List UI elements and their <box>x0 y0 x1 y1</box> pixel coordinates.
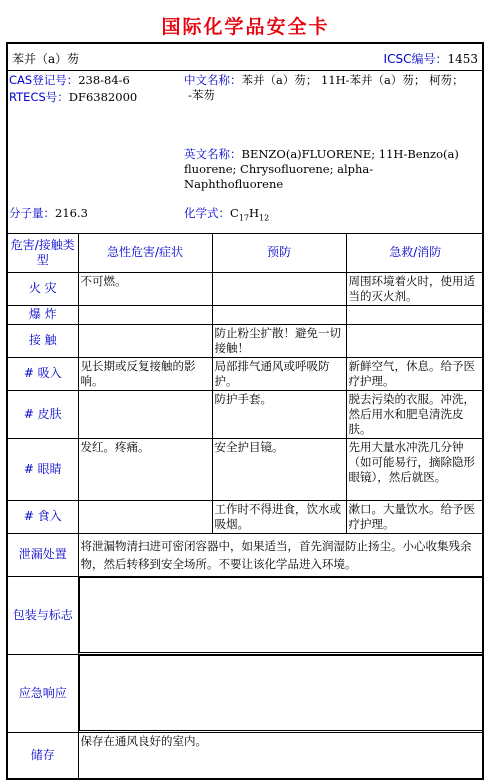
firstaid-cell <box>346 305 484 324</box>
prevention-cell: 防止粉尘扩散！避免一切接触！ <box>212 324 346 357</box>
emergency-row <box>8 654 484 732</box>
identity-section <box>8 71 482 234</box>
chemical-formula: 化学式：$C_{17}H_{12}$ <box>184 206 270 223</box>
spill-label: 泄漏处置 <box>8 533 78 576</box>
hazard-cell <box>78 390 212 438</box>
emergency-label: 应急响应 <box>8 654 78 732</box>
row-label: # 吸入 <box>8 357 78 390</box>
rtecs-number: RTECS号：DF6382000 <box>9 90 138 104</box>
row-label: 火 灾 <box>8 272 78 305</box>
firstaid-cell: 周围环境着火时，使用适当的灭火剂。 <box>346 272 484 305</box>
molecular-weight: 分子量：216.3 <box>9 206 88 220</box>
spill-text: 将泄漏物清扫进可密闭容器中，如果适当，首先润湿防止扬尘。小心收集残余物，然后转移到安全场所。不要让该化学品进入环境。 <box>78 533 484 576</box>
table-row <box>8 357 484 390</box>
name-row <box>8 44 482 71</box>
row-label: # 眼睛 <box>8 438 78 500</box>
hazard-cell <box>78 324 212 357</box>
row-label: # 食入 <box>8 500 78 533</box>
hazard-cell: 发红。疼痛。 <box>78 438 212 500</box>
packaging-label: 包装与标志 <box>8 576 78 654</box>
hazard-cell <box>78 500 212 533</box>
table-header <box>8 234 484 272</box>
table-row <box>8 305 484 324</box>
row-label: 爆 炸 <box>8 305 78 324</box>
icsc-value: 1453 <box>447 52 478 66</box>
table-row <box>8 500 484 533</box>
header-firstaid: 急救/消防 <box>346 234 484 272</box>
row-label: 接 触 <box>8 324 78 357</box>
packaging-row <box>8 576 484 654</box>
firstaid-cell: 先用大量水冲洗几分钟（如可能易行，摘除隐形眼镜），然后就医。 <box>346 438 484 500</box>
cas-number: CAS登记号：238-84-6 <box>9 73 130 87</box>
table-row <box>8 390 484 438</box>
storage-row <box>8 732 484 778</box>
safety-card <box>6 42 484 780</box>
icsc-label: ICSC编号： <box>383 52 448 66</box>
icsc-number <box>384 50 478 67</box>
storage-label: 储存 <box>8 732 78 778</box>
packaging-text <box>79 577 485 653</box>
emergency-text <box>79 655 485 731</box>
prevention-cell: 防护手套。 <box>212 390 346 438</box>
row-label: # 皮肤 <box>8 390 78 438</box>
firstaid-cell <box>346 324 484 357</box>
table-row <box>8 438 484 500</box>
hazard-cell: 不可燃。 <box>78 272 212 305</box>
chemical-name: 苯并（a）芴 <box>12 52 80 66</box>
table-row <box>8 272 484 305</box>
storage-text: 保存在通风良好的室内。 <box>78 732 484 778</box>
firstaid-cell: 脱去污染的衣服。冲洗，然后用水和肥皂清洗皮肤。 <box>346 390 484 438</box>
english-name: 英文名称：BENZO(a)FLUORENE; 11H-Benzo(a) fluorene; Chrysofluorene; alpha- Naphthofluorene <box>184 147 459 191</box>
table-row <box>8 324 484 357</box>
spill-row <box>8 533 484 576</box>
hazard-cell <box>78 305 212 324</box>
header-type: 危害/接触类型 <box>8 234 78 272</box>
chinese-name: 中文名称：苯并（a）芴； 11H-苯并（a）芴； 柯芴； -苯芴 <box>184 73 464 102</box>
firstaid-cell: 漱口。大量饮水。给予医疗护理。 <box>346 500 484 533</box>
hazard-table <box>8 234 484 778</box>
hazard-cell: 见长期或反复接触的影响。 <box>78 357 212 390</box>
prevention-cell: 工作时不得进食，饮水或吸烟。 <box>212 500 346 533</box>
header-hazard: 急性危害/症状 <box>78 234 212 272</box>
prevention-cell: 安全护目镜。 <box>212 438 346 500</box>
firstaid-cell: 新鲜空气，休息。给予医疗护理。 <box>346 357 484 390</box>
header-prevention: 预防 <box>212 234 346 272</box>
prevention-cell <box>212 272 346 305</box>
prevention-cell: 局部排气通风或呼吸防护。 <box>212 357 346 390</box>
prevention-cell <box>212 305 346 324</box>
card-title: 国际化学品安全卡 <box>161 16 330 38</box>
